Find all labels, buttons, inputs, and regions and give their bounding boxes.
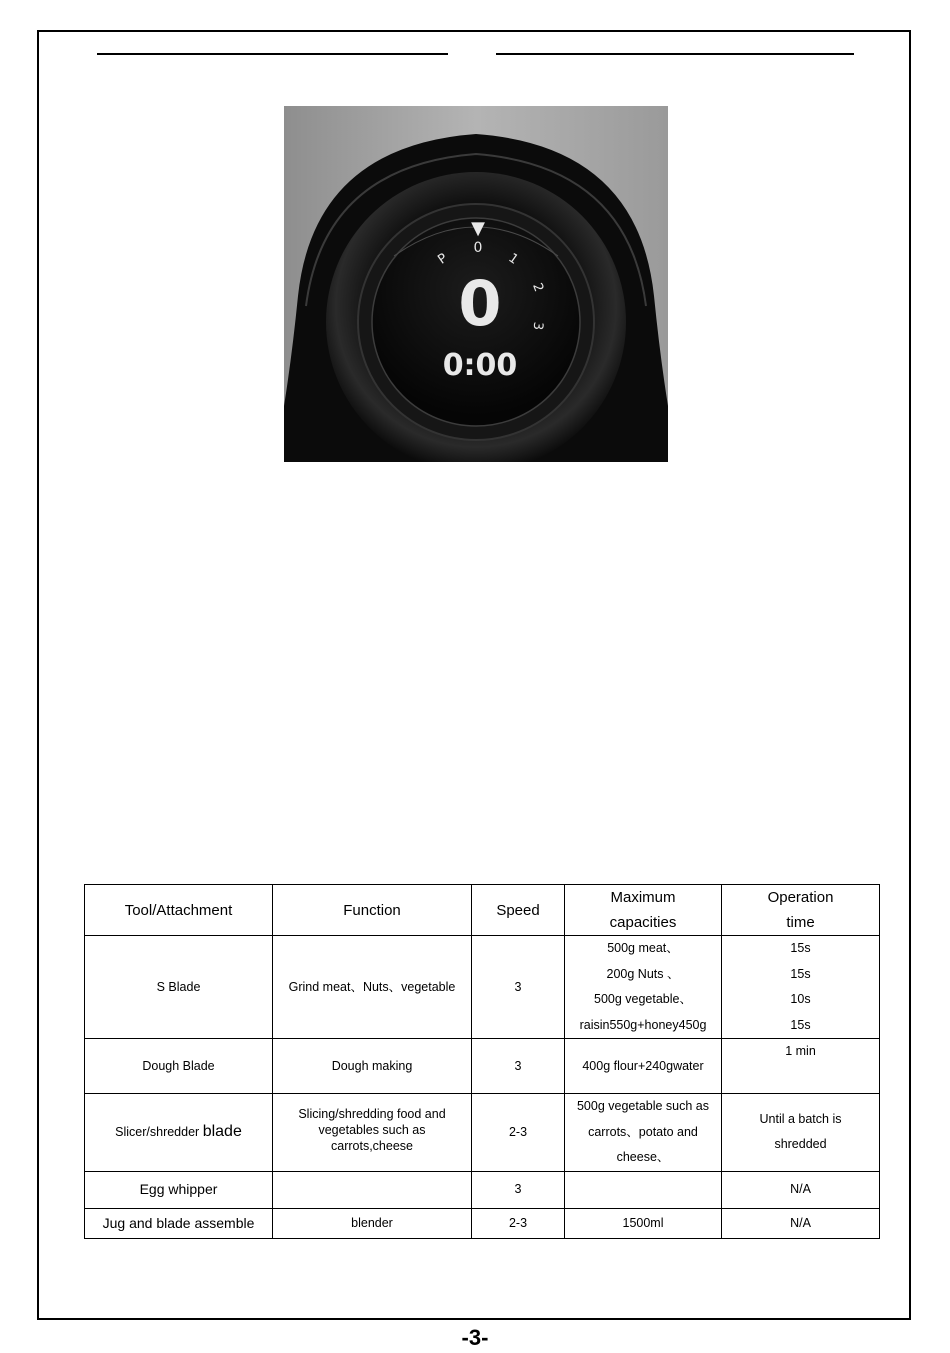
cell-tool: Dough Blade (85, 1039, 273, 1094)
dial-mark-2: 2 (529, 281, 547, 294)
cell-speed: 3 (472, 1171, 565, 1208)
table-header-row (85, 885, 880, 936)
header-rule-left (97, 53, 448, 55)
speed-digit-display: 0 (458, 267, 502, 340)
header-capacities: Maximum capacities (565, 885, 722, 936)
cell-capacities: 1500ml (565, 1208, 722, 1238)
control-panel-photo (284, 106, 668, 462)
dial-pointer-icon: ▼ (471, 218, 485, 239)
cell-function: Slicing/shredding food and vegetables such as carrots,cheese (273, 1094, 472, 1172)
header-function: Function (273, 885, 472, 936)
header-speed: Speed (472, 885, 565, 936)
cell-function: Dough making (273, 1039, 472, 1094)
cell-tool: Egg whipper (85, 1171, 273, 1208)
cell-speed: 3 (472, 1039, 565, 1094)
cell-operation-time: Until a batch is shredded (722, 1094, 880, 1172)
cell-function (273, 1171, 472, 1208)
table-row (85, 936, 880, 1039)
cell-operation-time: N/A (722, 1208, 880, 1238)
table-row (85, 1171, 880, 1208)
timer-display: 0:00 (442, 348, 518, 383)
cell-capacities: 500g meat、 200g Nuts 、 500g vegetable、 raisin550g+honey450g (565, 936, 722, 1039)
page-number: -3- (461, 1325, 489, 1350)
table-row (85, 1208, 880, 1238)
header-operation-time: Operation time (722, 885, 880, 936)
cell-operation-time: 1 min (722, 1039, 880, 1094)
dial-mark-3: 3 (529, 321, 546, 331)
dial-mark-1: 1 (505, 250, 521, 268)
cell-speed: 3 (472, 936, 565, 1039)
cell-tool: S Blade (85, 936, 273, 1039)
cell-function: Grind meat、Nuts、vegetable (273, 936, 472, 1039)
cell-capacities: 500g vegetable such as carrots、potato and cheese、 (565, 1094, 722, 1172)
cell-speed: 2-3 (472, 1208, 565, 1238)
header-tool: Tool/Attachment (85, 885, 273, 936)
attachment-spec-table (84, 884, 880, 1239)
control-panel-illustration (284, 106, 668, 462)
header-rule-right (496, 53, 854, 55)
dial-mark-p: P (435, 250, 451, 268)
table-row (85, 1094, 880, 1172)
cell-capacities (565, 1171, 722, 1208)
cell-tool: Jug and blade assemble (85, 1208, 273, 1238)
cell-function: blender (273, 1208, 472, 1238)
cell-capacities: 400g flour+240gwater (565, 1039, 722, 1094)
dial-mark-0: 0 (473, 240, 483, 256)
cell-speed: 2-3 (472, 1094, 565, 1172)
cell-operation-time: N/A (722, 1171, 880, 1208)
cell-tool: Slicer/shredder blade (85, 1094, 273, 1172)
table-row (85, 1039, 880, 1094)
cell-operation-time: 15s 15s 10s 15s (722, 936, 880, 1039)
